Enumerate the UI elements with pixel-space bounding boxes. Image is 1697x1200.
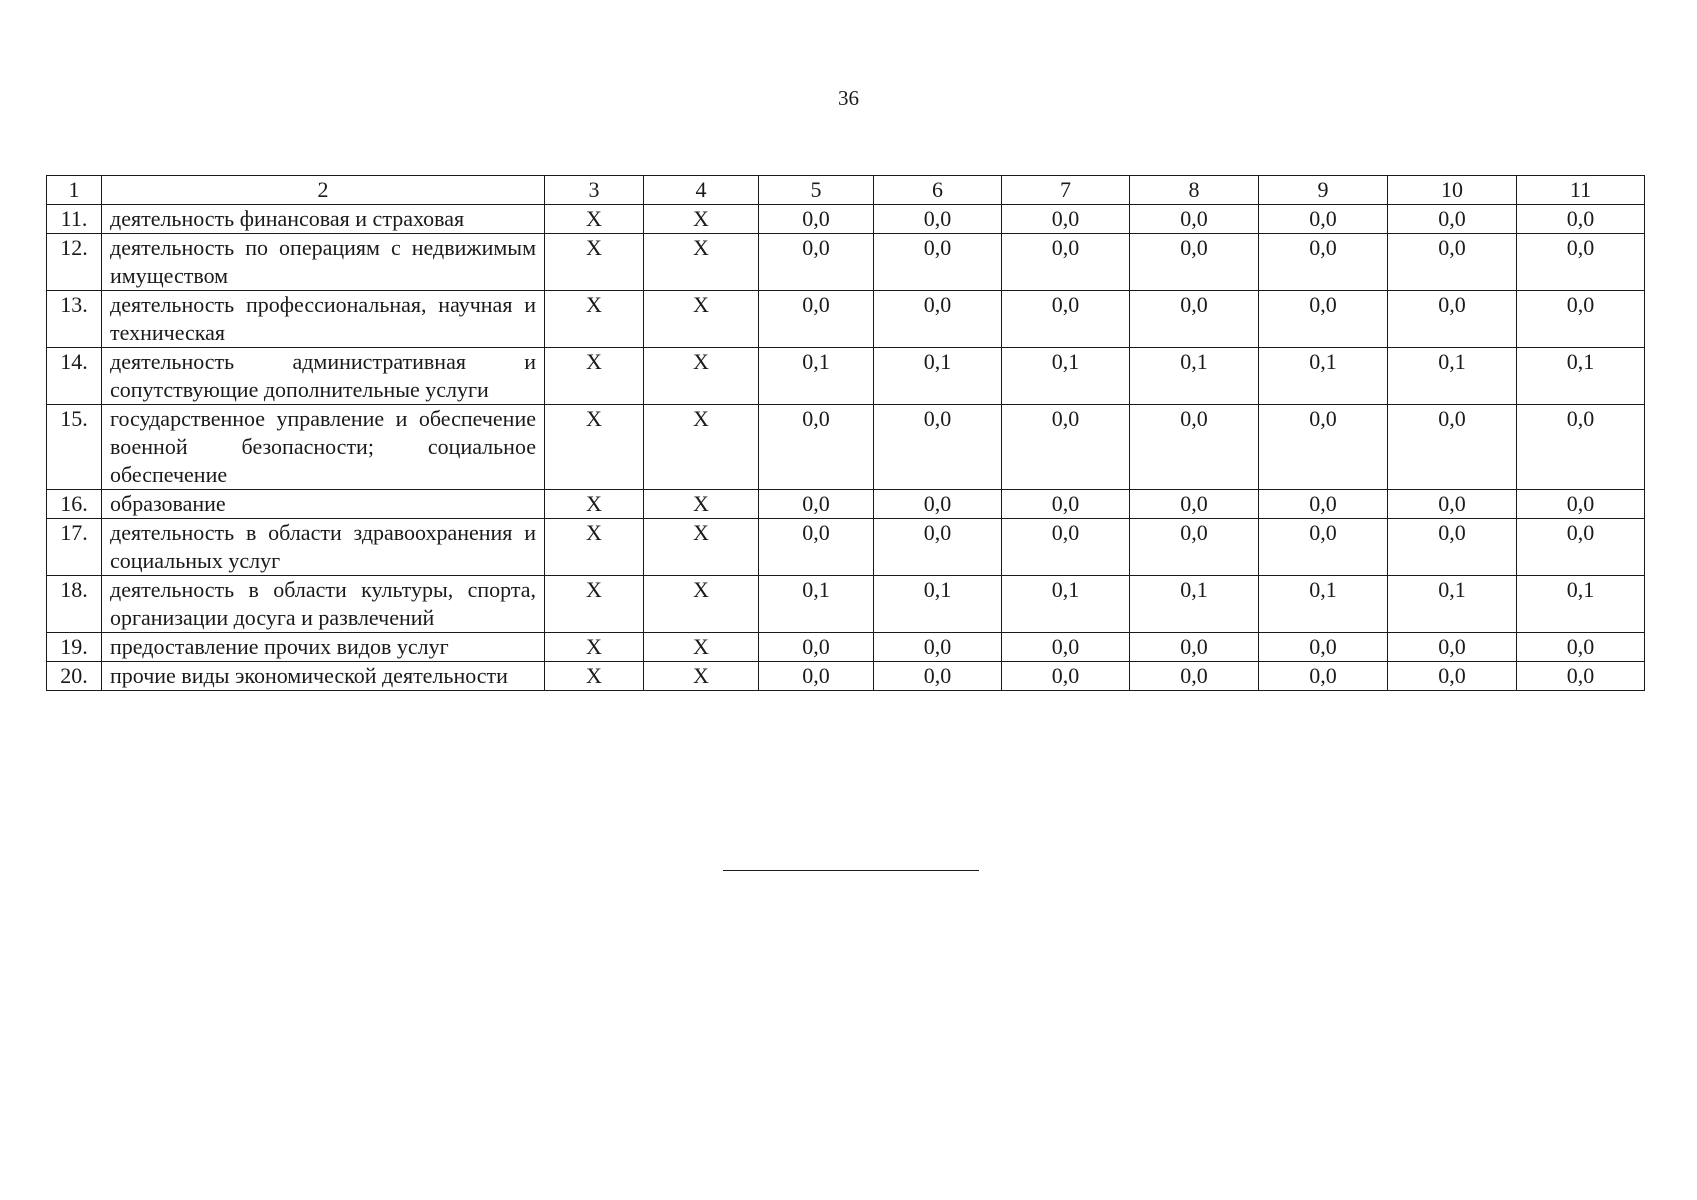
mark-cell: Х [545,633,644,662]
value-cell: 0,0 [759,490,874,519]
table-row [47,348,1645,405]
mark-cell: Х [644,348,759,405]
column-header: 1 [47,176,102,205]
mark-cell: Х [545,662,644,691]
value-cell: 0,0 [759,633,874,662]
value-cell: 0,0 [1259,519,1388,576]
footer-rule [723,870,979,871]
column-header: 11 [1517,176,1645,205]
mark-cell: Х [545,205,644,234]
value-cell: 0,0 [1517,633,1645,662]
column-header: 9 [1259,176,1388,205]
row-number: 20. [47,662,102,691]
mark-cell: Х [545,348,644,405]
value-cell: 0,0 [1002,291,1130,348]
value-cell: 0,0 [1259,662,1388,691]
value-cell: 0,1 [1002,576,1130,633]
value-cell: 0,0 [1130,662,1259,691]
value-cell: 0,0 [1259,291,1388,348]
value-cell: 0,1 [1130,348,1259,405]
table-row [47,519,1645,576]
value-cell: 0,0 [759,519,874,576]
row-number: 16. [47,490,102,519]
value-cell: 0,0 [1388,234,1517,291]
value-cell: 0,0 [1130,490,1259,519]
row-number: 19. [47,633,102,662]
activity-name: деятельность административная и сопутствующие дополнительные услуги [102,348,545,405]
page-number: 36 [838,86,859,110]
value-cell: 0,0 [1002,633,1130,662]
mark-cell: Х [644,234,759,291]
table-row [47,405,1645,490]
mark-cell: Х [644,633,759,662]
mark-cell: Х [545,291,644,348]
value-cell: 0,0 [759,405,874,490]
value-cell: 0,0 [759,662,874,691]
mark-cell: Х [545,234,644,291]
value-cell: 0,0 [1130,234,1259,291]
column-header: 2 [102,176,545,205]
value-cell: 0,0 [1130,519,1259,576]
column-header: 4 [644,176,759,205]
mark-cell: Х [644,662,759,691]
column-header: 6 [874,176,1002,205]
column-header: 7 [1002,176,1130,205]
value-cell: 0,0 [874,234,1002,291]
mark-cell: Х [644,519,759,576]
column-header: 5 [759,176,874,205]
mark-cell: Х [545,405,644,490]
value-cell: 0,0 [1388,519,1517,576]
row-number: 11. [47,205,102,234]
value-cell: 0,0 [1517,205,1645,234]
value-cell: 0,1 [1130,576,1259,633]
value-cell: 0,0 [874,662,1002,691]
value-cell: 0,1 [874,348,1002,405]
activity-name: деятельность профессиональная, научная и техническая [102,291,545,348]
value-cell: 0,0 [874,205,1002,234]
value-cell: 0,0 [1388,633,1517,662]
column-header: 8 [1130,176,1259,205]
value-cell: 0,0 [1517,662,1645,691]
data-table [46,175,1645,691]
mark-cell: Х [545,576,644,633]
row-number: 15. [47,405,102,490]
value-cell: 0,0 [1517,405,1645,490]
value-cell: 0,0 [1259,490,1388,519]
table-row [47,662,1645,691]
mark-cell: Х [545,490,644,519]
row-number: 17. [47,519,102,576]
value-cell: 0,0 [1002,662,1130,691]
value-cell: 0,0 [1388,490,1517,519]
value-cell: 0,0 [874,405,1002,490]
row-number: 14. [47,348,102,405]
activity-name: государственное управление и обеспечение военной безопасности; социальное обеспечение [102,405,545,490]
value-cell: 0,0 [759,205,874,234]
table-row [47,576,1645,633]
value-cell: 0,0 [1517,490,1645,519]
value-cell: 0,1 [759,348,874,405]
value-cell: 0,0 [874,519,1002,576]
column-number-row [47,176,1645,205]
value-cell: 0,0 [1388,205,1517,234]
value-cell: 0,0 [1388,662,1517,691]
activity-name: предоставление прочих видов услуг [102,633,545,662]
activity-name: деятельность в области культуры, спорта, организации досуга и развлечений [102,576,545,633]
value-cell: 0,0 [1388,405,1517,490]
value-cell: 0,0 [1002,205,1130,234]
row-number: 18. [47,576,102,633]
value-cell: 0,0 [1130,205,1259,234]
value-cell: 0,1 [874,576,1002,633]
value-cell: 0,0 [874,633,1002,662]
value-cell: 0,0 [1388,291,1517,348]
value-cell: 0,1 [759,576,874,633]
table-row [47,490,1645,519]
value-cell: 0,0 [1002,234,1130,291]
value-cell: 0,0 [1517,234,1645,291]
activity-name: деятельность по операциям с недвижимым имуществом [102,234,545,291]
value-cell: 0,1 [1388,576,1517,633]
value-cell: 0,0 [1002,405,1130,490]
value-cell: 0,0 [1259,405,1388,490]
mark-cell: Х [545,519,644,576]
value-cell: 0,0 [874,291,1002,348]
row-number: 12. [47,234,102,291]
value-cell: 0,0 [1130,291,1259,348]
value-cell: 0,1 [1517,348,1645,405]
table-row [47,205,1645,234]
value-cell: 0,0 [1259,205,1388,234]
value-cell: 0,1 [1259,576,1388,633]
column-header: 10 [1388,176,1517,205]
column-header: 3 [545,176,644,205]
value-cell: 0,0 [1130,633,1259,662]
activity-name: образование [102,490,545,519]
value-cell: 0,0 [759,291,874,348]
table-row [47,633,1645,662]
table-row [47,291,1645,348]
value-cell: 0,0 [1259,633,1388,662]
value-cell: 0,0 [1259,234,1388,291]
value-cell: 0,0 [759,234,874,291]
value-cell: 0,0 [1517,291,1645,348]
mark-cell: Х [644,291,759,348]
activity-name: деятельность финансовая и страховая [102,205,545,234]
mark-cell: Х [644,205,759,234]
table-body [47,176,1645,691]
mark-cell: Х [644,405,759,490]
value-cell: 0,0 [1130,405,1259,490]
mark-cell: Х [644,576,759,633]
value-cell: 0,0 [874,490,1002,519]
value-cell: 0,0 [1002,519,1130,576]
value-cell: 0,0 [1002,490,1130,519]
value-cell: 0,1 [1002,348,1130,405]
mark-cell: Х [644,490,759,519]
table-row [47,234,1645,291]
value-cell: 0,0 [1517,519,1645,576]
activity-name: деятельность в области здравоохранения и социальных услуг [102,519,545,576]
value-cell: 0,1 [1388,348,1517,405]
row-number: 13. [47,291,102,348]
value-cell: 0,1 [1259,348,1388,405]
activity-name: прочие виды экономической деятельности [102,662,545,691]
value-cell: 0,1 [1517,576,1645,633]
